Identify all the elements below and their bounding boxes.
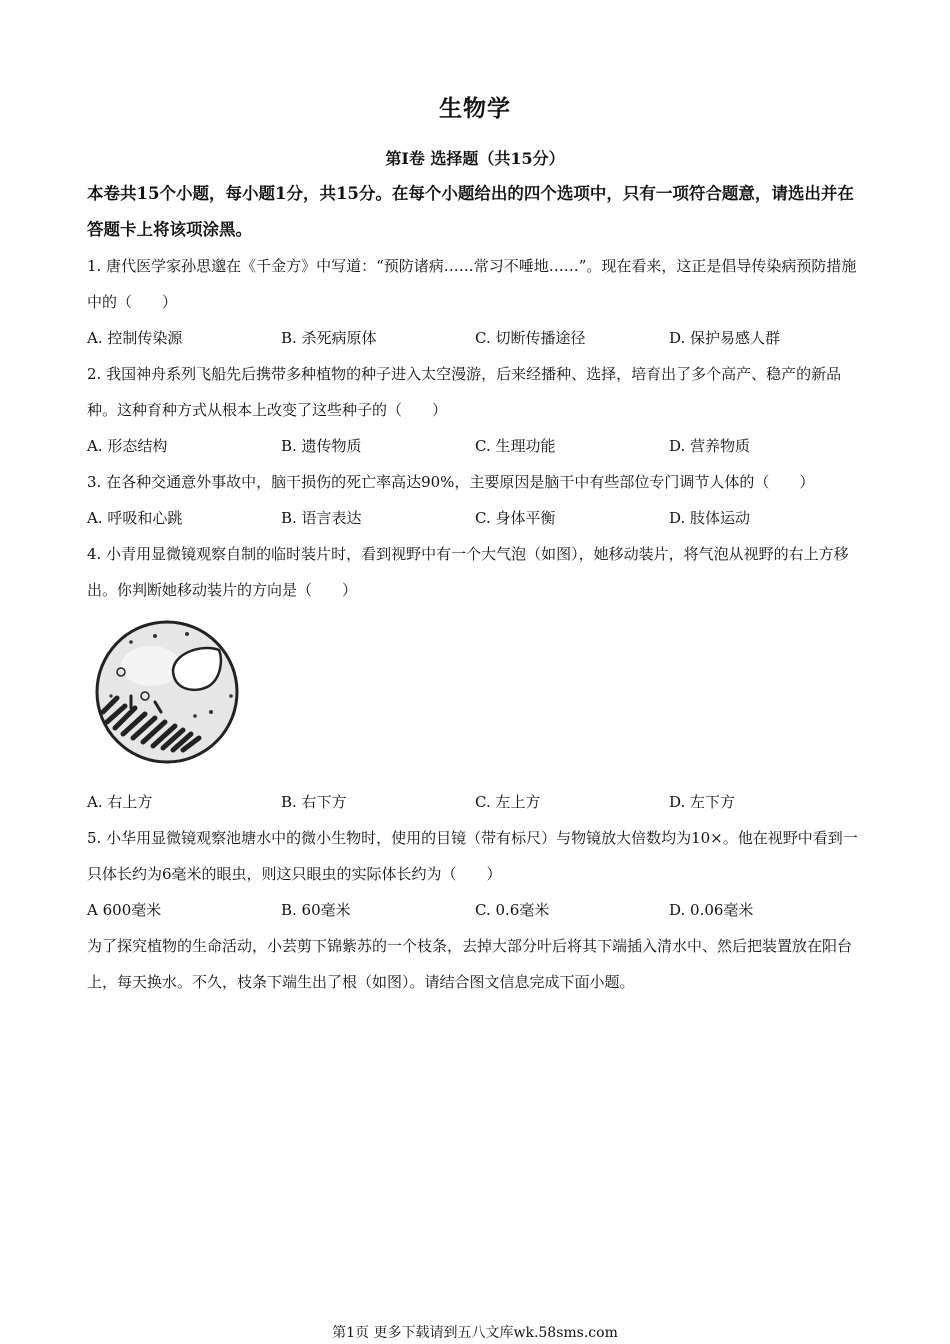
options-row bbox=[87, 892, 867, 928]
option-a: A. 呼吸和心跳 bbox=[87, 509, 183, 527]
page-footer: 第1页 更多下载请到五八文库wk.58sms.com bbox=[332, 1325, 618, 1341]
instructions: 本卷共15个小题，每小题1分，共15分。在每个小题给出的四个选项中，只有一项符合题意，请选出并在答题卡上将该项涂黑。 bbox=[87, 184, 854, 239]
option-a: A. 右上方 bbox=[87, 793, 153, 811]
question-3 bbox=[87, 464, 867, 536]
option-b: B. 语言表达 bbox=[281, 509, 362, 527]
option-a: A. 形态结构 bbox=[87, 437, 168, 455]
option-a: A 600毫米 bbox=[87, 901, 162, 919]
options-row bbox=[87, 500, 867, 536]
option-c: C. 0.6毫米 bbox=[475, 901, 550, 919]
question-1 bbox=[87, 248, 867, 356]
options-row bbox=[87, 784, 867, 820]
option-b: B. 60毫米 bbox=[281, 901, 351, 919]
question-stem: 4. 小青用显微镜观察自制的临时装片时，看到视野中有一个大气泡（如图），她移动装片，将气泡从视野的右上方移出。你判断她移动装片的方向是（ ） bbox=[87, 545, 849, 599]
option-d: D. 肢体运动 bbox=[669, 509, 751, 527]
option-c: C. 身体平衡 bbox=[475, 509, 556, 527]
question-stem: 3. 在各种交通意外事故中，脑干损伤的死亡率高达90%，主要原因是脑干中有些部位专门调节人体的（ ） bbox=[87, 473, 815, 491]
question-5 bbox=[87, 820, 867, 928]
page-title: 生物学 bbox=[439, 95, 511, 122]
question-4 bbox=[87, 536, 867, 820]
option-b: B. 杀死病原体 bbox=[281, 329, 377, 347]
option-b: B. 右下方 bbox=[281, 793, 347, 811]
option-c: C. 切断传播途径 bbox=[475, 329, 586, 347]
option-d: D. 营养物质 bbox=[669, 437, 751, 455]
question-stem: 2. 我国神舟系列飞船先后携带多种植物的种子进入太空漫游，后来经播种、选择，培育出了多个高产、稳产的新品种。这种育种方式从根本上改变了这些种子的（ ） bbox=[87, 365, 842, 419]
question-2 bbox=[87, 356, 867, 464]
section-heading: 第Ⅰ卷 选择题（共15分） bbox=[385, 149, 565, 168]
option-c: C. 生理功能 bbox=[475, 437, 556, 455]
options-row bbox=[87, 320, 867, 356]
option-d: D. 左下方 bbox=[669, 793, 736, 811]
exam-content bbox=[87, 176, 867, 1000]
option-a: A. 控制传染源 bbox=[87, 329, 183, 347]
microscope-field-illustration bbox=[91, 616, 247, 768]
option-c: C. 左上方 bbox=[475, 793, 541, 811]
microscope-figure bbox=[87, 608, 867, 784]
question-stem: 1. 唐代医学家孙思邈在《千金方》中写道：“预防诸病……常习不唾地……”。现在看来，这正是倡导传染病预防措施中的（ ） bbox=[87, 257, 857, 311]
options-row bbox=[87, 428, 867, 464]
reading-passage: 为了探究植物的生命活动，小芸剪下锦紫苏的一个枝条，去掉大部分叶后将其下端插入清水中、然后把装置放在阳台上，每天换水。不久，枝条下端生出了根（如图）。请结合图文信息完成下面小题。 bbox=[87, 937, 853, 991]
question-stem: 5. 小华用显微镜观察池塘水中的微小生物时，使用的目镜（带有标尺）与物镜放大倍数均为10×。他在视野中看到一只体长约为6毫米的眼虫，则这只眼虫的实际体长约为（ ） bbox=[87, 829, 858, 883]
option-d: D. 保护易感人群 bbox=[669, 329, 781, 347]
option-d: D. 0.06毫米 bbox=[669, 901, 754, 919]
option-b: B. 遗传物质 bbox=[281, 437, 362, 455]
